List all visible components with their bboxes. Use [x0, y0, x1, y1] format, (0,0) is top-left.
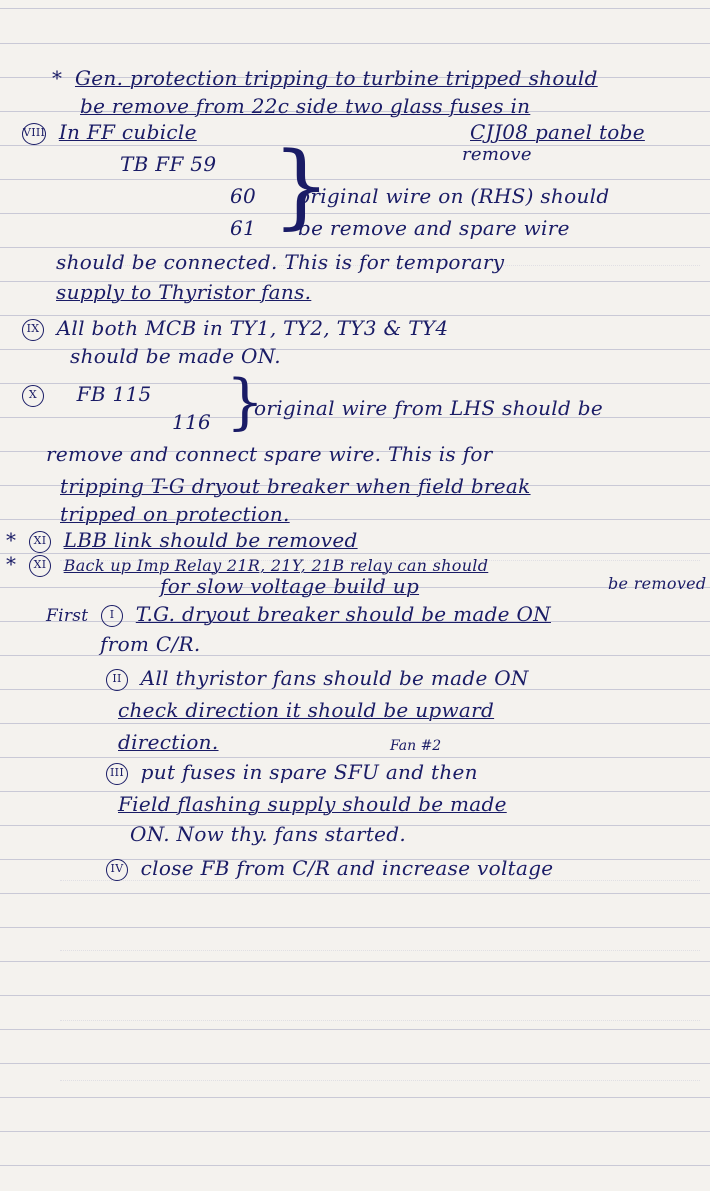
item-number-x: X [22, 385, 44, 407]
step-number-i: I [101, 605, 123, 627]
first-label: First [46, 606, 89, 626]
terminal-label: 116 [172, 410, 212, 434]
terminal-label: FB 115 [76, 382, 152, 406]
bleed-through-text [60, 1080, 700, 1101]
note-line [46, 602, 551, 627]
note-line [52, 66, 598, 90]
step-number-iv: IV [106, 859, 128, 881]
note-line [22, 316, 448, 341]
terminal-label: TB FF 59 [120, 152, 217, 176]
note-text: remove [462, 144, 532, 165]
section-heading: In FF cubicle [58, 120, 197, 144]
item-number-xi: XI [29, 531, 51, 553]
note-line: check direction it should be upward [118, 698, 495, 722]
note-line [106, 760, 478, 785]
note-line: direction. [118, 730, 219, 754]
note-line: remove and connect spare wire. This is for [46, 442, 493, 466]
bleed-through-text [60, 1020, 700, 1041]
note-line [6, 552, 488, 577]
note-text: for slow voltage build up [160, 574, 420, 598]
note-line [106, 856, 553, 881]
note-text: All thyristor fans should be made ON [140, 666, 529, 690]
note-text: T.G. dryout breaker should be made ON [135, 602, 551, 626]
note-line [22, 120, 197, 145]
note-text: be removed [608, 574, 707, 593]
note-line: supply to Thyristor fans. [56, 280, 312, 304]
bleed-through-text [60, 880, 700, 901]
note-text: put fuses in spare SFU and then [140, 760, 478, 784]
note-line: tripping T-G dryout breaker when field break [60, 474, 531, 498]
item-number-viii: VIII [22, 123, 46, 145]
note-line [106, 666, 529, 691]
note-line: from C/R. [100, 632, 201, 656]
note-text: Back up Imp Relay 21R, 21Y, 21B relay can should [63, 556, 489, 575]
step-number-ii: II [106, 669, 128, 691]
note-text: All both MCB in TY1, TY2, TY3 & TY4 [56, 316, 449, 340]
annotation-fan-2: Fan #2 [390, 738, 442, 754]
note-line: should be connected. This is for temporary [56, 250, 505, 274]
note-text: Gen. protection tripping to turbine tripped should [74, 66, 598, 90]
note-line: be remove from 22c side two glass fuses in [80, 94, 531, 118]
item-number-xii: XI [29, 555, 51, 577]
step-number-iii: III [106, 763, 128, 785]
note-text: original wire from LHS should be [254, 396, 603, 420]
note-line [6, 528, 358, 553]
star-icon: * [6, 528, 17, 552]
note-text: LBB link should be removed [63, 528, 358, 552]
brace-icon: } [226, 367, 265, 437]
terminal-label: 61 [230, 216, 257, 240]
terminal-label: 60 [230, 184, 257, 208]
note-line: should be made ON. [70, 344, 281, 368]
star-icon: * [6, 552, 17, 576]
note-text: original wire on (RHS) should [298, 184, 610, 208]
note-line: tripped on protection. [60, 502, 290, 526]
note-text: be remove and spare wire [298, 216, 570, 240]
star-icon: * [52, 66, 63, 90]
note-line: ON. Now thy. fans started. [130, 822, 407, 846]
note-line: Field flashing supply should be made [118, 792, 507, 816]
item-number-ix: IX [22, 319, 44, 341]
brace-icon: } [272, 132, 331, 239]
bleed-through-text [60, 950, 700, 971]
note-line [22, 382, 152, 407]
note-text: CJJ08 panel tobe [470, 120, 645, 144]
note-text: close FB from C/R and increase voltage [140, 856, 554, 880]
